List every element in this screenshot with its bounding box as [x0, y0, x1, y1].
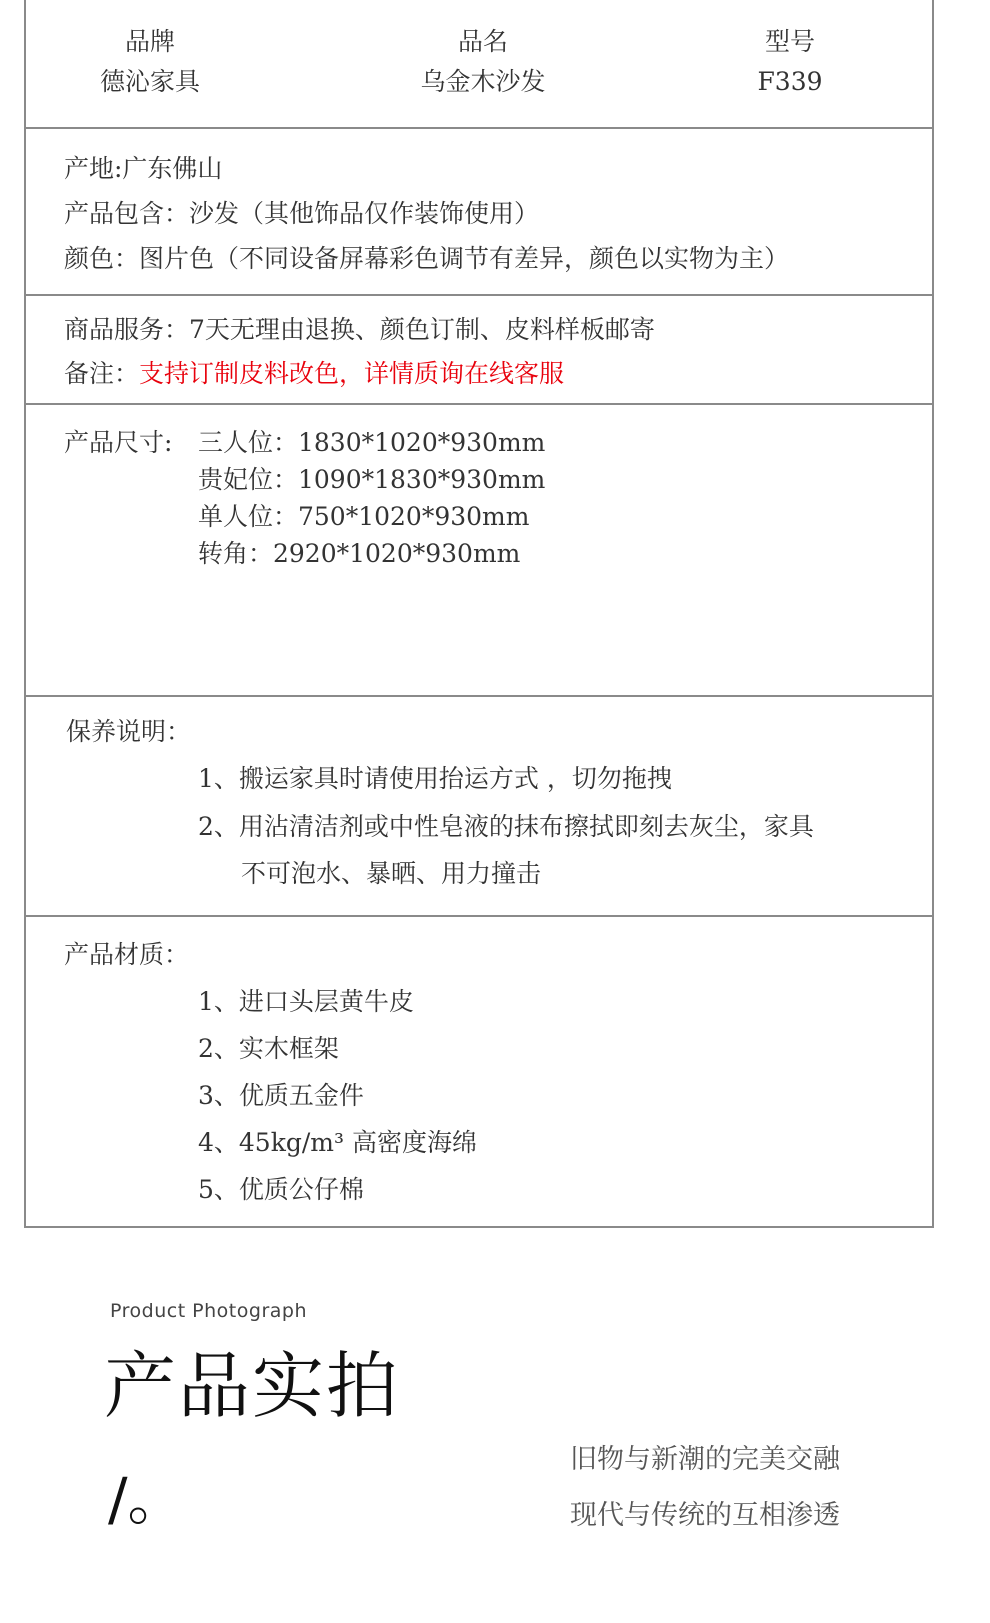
- care-item: 2、用沾清洁剂或中性皂液的抹布擦拭即刻去灰尘，家具: [198, 812, 814, 841]
- note-label: 备注：: [64, 359, 140, 388]
- tagline: 旧物与新潮的完美交融: [570, 1444, 840, 1475]
- material-title: 产品材质：: [64, 940, 190, 969]
- brand-label: 品牌: [124, 27, 175, 56]
- material-item: 3、优质五金件: [198, 1081, 364, 1110]
- note-line: [64, 354, 564, 390]
- note-text: 支持订制皮料改色，详情质询在线客服: [139, 359, 565, 388]
- care-row: [26, 697, 932, 917]
- model-cell: [670, 22, 910, 102]
- model-value: F339: [757, 67, 823, 96]
- service-row: [26, 296, 932, 405]
- care-item: 不可泡水、暴晒、用力撞击: [241, 859, 542, 888]
- spec-table: [24, 0, 934, 1228]
- brand-value: 德沁家具: [99, 67, 200, 96]
- brand-cell: [30, 22, 270, 102]
- service-text: 商品服务：7天无理由退换、颜色订制、皮料样板邮寄: [64, 315, 655, 344]
- material-item: 2、实木框架: [198, 1034, 339, 1063]
- model-label: 型号: [764, 27, 815, 56]
- decorative-mark: /。: [108, 1465, 186, 1533]
- material-item: 1、进口头层黄牛皮: [198, 987, 414, 1016]
- size-item: 单人位：750*1020*930mm: [198, 502, 530, 531]
- care-item: 1、搬运家具时请使用抬运方式 ，切勿拖拽: [198, 764, 672, 793]
- size-row: [26, 405, 932, 697]
- material-item: 4、45kg/m³ 高密度海绵: [198, 1128, 477, 1157]
- material-item: 5、优质公仔棉: [198, 1175, 364, 1204]
- size-item: 三人位：1830*1020*930mm: [198, 428, 546, 457]
- origin-text: 产地:广东佛山: [64, 154, 223, 183]
- photo-title: 产品实拍: [104, 1344, 401, 1428]
- includes-text: 产品包含：沙发（其他饰品仅作装饰使用）: [64, 199, 540, 228]
- color-text: 颜色：图片色（不同设备屏幕彩色调节有差异，颜色以实物为主）: [64, 244, 790, 273]
- tagline: 现代与传统的互相渗透: [570, 1500, 840, 1531]
- size-item: 转角：2920*1020*930mm: [198, 539, 521, 568]
- photo-subtitle: Product Photograph: [110, 1300, 307, 1322]
- material-row: [26, 917, 932, 1228]
- size-label: 产品尺寸:: [64, 428, 173, 457]
- name-value: 乌金木沙发: [420, 67, 546, 96]
- header-row: [26, 0, 932, 129]
- name-label: 品名: [457, 27, 508, 56]
- name-cell: [363, 22, 603, 102]
- info-row: [26, 129, 932, 296]
- size-item: 贵妃位：1090*1830*930mm: [198, 465, 546, 494]
- care-title: 保养说明：: [66, 717, 192, 746]
